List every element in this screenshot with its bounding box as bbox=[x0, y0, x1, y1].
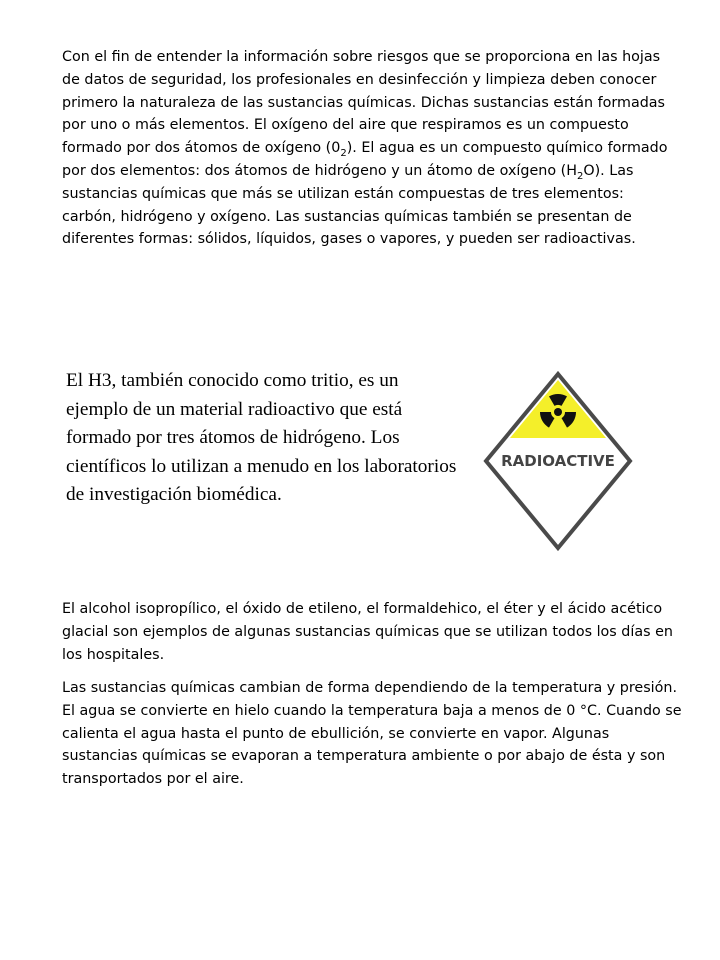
states-text-part-2: C. Cuando se calienta el agua hasta el punto de ebullición, se convierte en vapor. Algunas sustancias químicas se evaporan a temperatura ambiente o por abajo de ésta y son transportados por el aire. bbox=[62, 702, 682, 788]
tritium-paragraph: El H3, también conocido como tritio, es un ejemplo de un material radioactivo que está formado por tres átomos de hidrógeno. Los científicos lo utilizan a menudo en los laboratorios de investigación biomédica. bbox=[66, 370, 457, 505]
intro-text-part-1: Con el fin de entender la información sobre riesgos que se proporciona en las hojas de datos de seguridad, los profesionales en desinfección y limpieza deben conocer primero la naturaleza de las sustancias químicas. Dichas sustancias están formadas por uno o más elementos. El oxígeno del aire que respiramos es un compuesto formado por dos átomos de oxígeno (0 bbox=[62, 49, 665, 157]
intro-text-part-2: ). El agua es un compuesto químico formado por dos elementos: dos átomos de hidrógeno y un átomo de oxígeno (H bbox=[62, 140, 668, 179]
oxygen-subscript: 2 bbox=[340, 148, 347, 160]
states-paragraph bbox=[62, 677, 682, 791]
radioactive-sign bbox=[478, 368, 638, 554]
degree-symbol: ° bbox=[579, 702, 587, 719]
states-text-part-1: Las sustancias químicas cambian de forma dependiendo de la temperatura y presión. El agua se convierte en hielo cuando la temperatura baja a menos de 0 bbox=[62, 680, 678, 719]
radioactive-diamond-icon bbox=[478, 368, 638, 554]
intro-paragraph bbox=[62, 46, 682, 251]
hydrogen-subscript: 2 bbox=[576, 170, 584, 182]
intro-text-part-3: O). Las sustancias químicas que más se utilizan están compuestas de tres elementos: carbón, hidrógeno y oxígeno. Las sustancias químicas también se presentan de diferentes formas: sólidos, líquidos, gases o vapores, y pueden ser radioactivas. bbox=[62, 162, 636, 248]
hospital-chemicals-paragraph: El alcohol isopropílico, el óxido de etileno, el formaldehico, el éter y el ácido acético glacial son ejemplos de algunas sustancias químicas que se utilizan todos los días en los hospitales. bbox=[62, 601, 673, 663]
radioactive-label: RADIOACTIVE bbox=[501, 452, 615, 470]
